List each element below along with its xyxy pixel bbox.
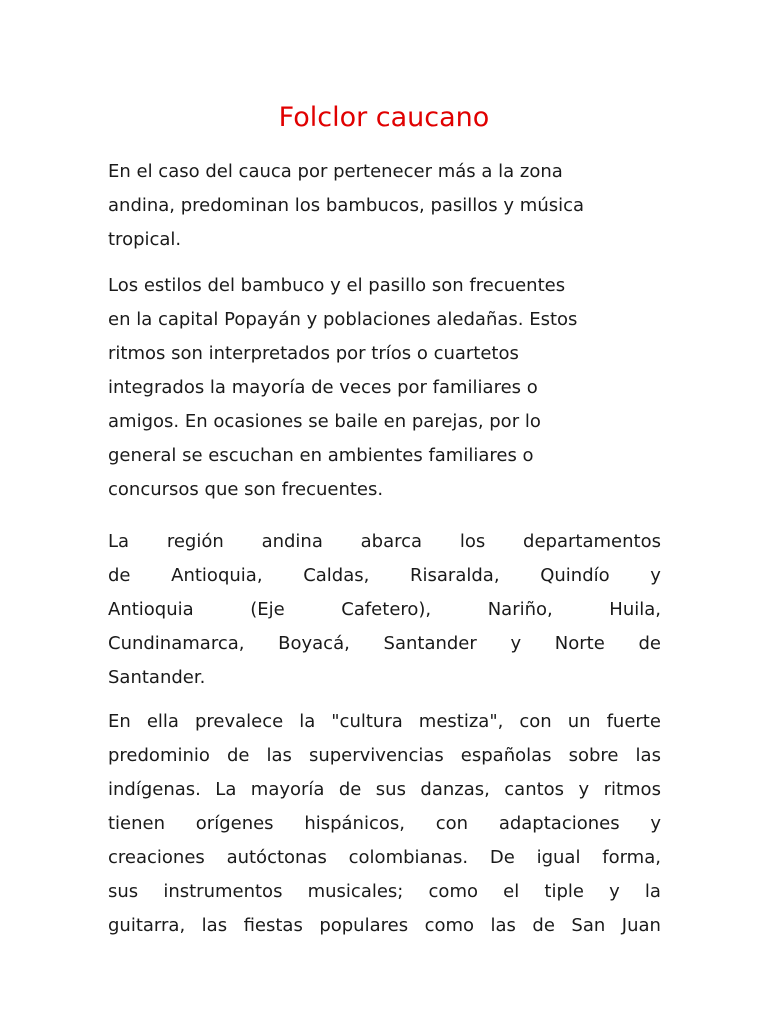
text-word: españolas: [460, 745, 552, 766]
text-line: [108, 841, 661, 875]
text-word: fuerte: [606, 711, 661, 732]
text-word: sus: [108, 881, 139, 902]
text-word: San: [571, 915, 606, 936]
text-line: concursos que son frecuentes.: [108, 479, 384, 500]
text-word: Antioquia: [108, 599, 194, 620]
text-word: Cafetero),: [341, 599, 432, 620]
text-word: danzas,: [420, 779, 490, 800]
text-line: [108, 875, 661, 909]
text-word: Nariño,: [487, 599, 553, 620]
text-word: andina: [261, 531, 323, 552]
text-word: hispánicos,: [304, 813, 405, 834]
text-word: Huila,: [609, 599, 661, 620]
text-word: tienen: [108, 813, 166, 834]
text-word: el: [503, 881, 520, 902]
text-word: indígenas.: [108, 779, 201, 800]
text-line: [108, 773, 661, 807]
text-word: En: [108, 711, 131, 732]
text-word: Juan: [621, 915, 661, 936]
text-word: guitarra,: [108, 915, 186, 936]
text-word: colombianas.: [348, 847, 469, 868]
text-word: y: [578, 779, 590, 800]
text-word: ella: [146, 711, 179, 732]
text-word: igual: [536, 847, 581, 868]
text-line: [108, 739, 661, 773]
text-word: de: [226, 745, 250, 766]
text-word: ritmos: [603, 779, 661, 800]
text-line: amigos. En ocasiones se baile en parejas, por lo: [108, 411, 541, 432]
text-line: andina, predominan los bambucos, pasillos y música: [108, 195, 585, 216]
text-word: con: [519, 711, 552, 732]
text-word: sus: [375, 779, 406, 800]
text-word: La: [108, 531, 130, 552]
text-word: (Eje: [250, 599, 285, 620]
text-word: fiestas: [243, 915, 303, 936]
text-line: [108, 525, 661, 559]
text-line: Los estilos del bambuco y el pasillo son frecuentes: [108, 275, 566, 296]
text-line: en la capital Popayán y poblaciones aledañas. Estos: [108, 309, 578, 330]
text-line: integrados la mayoría de veces por familiares o: [108, 377, 538, 398]
text-line: [108, 627, 661, 661]
text-line: Santander.: [108, 667, 206, 688]
text-word: Boyacá,: [278, 633, 350, 654]
text-line: [108, 593, 661, 627]
text-word: Santander: [383, 633, 477, 654]
text-word: y: [650, 565, 661, 586]
text-word: cantos: [504, 779, 565, 800]
text-word: abarca: [360, 531, 423, 552]
text-word: como: [428, 881, 478, 902]
text-word: prevalece: [194, 711, 284, 732]
text-word: de: [638, 633, 661, 654]
text-word: mestiza",: [418, 711, 504, 732]
text-line: [108, 909, 661, 943]
text-word: mayoría: [250, 779, 325, 800]
text-word: departamentos: [523, 531, 661, 552]
text-word: las: [266, 745, 292, 766]
text-word: La: [215, 779, 237, 800]
paragraph-4: [108, 705, 661, 943]
text-word: tiple: [544, 881, 584, 902]
text-word: "cultura: [331, 711, 403, 732]
text-word: Antioquia,: [171, 565, 263, 586]
text-line: ritmos son interpretados por tríos o cuartetos: [108, 343, 519, 364]
text-word: sobre: [568, 745, 619, 766]
text-line: [108, 559, 661, 593]
text-word: y: [510, 633, 522, 654]
text-line: [108, 705, 661, 739]
paragraph-3: [108, 525, 661, 695]
text-line: general se escuchan en ambientes familiares o: [108, 445, 534, 466]
paragraph-1: [108, 155, 661, 257]
text-word: autóctonas: [226, 847, 327, 868]
text-word: de: [532, 915, 555, 936]
text-word: De: [489, 847, 515, 868]
paragraph-2: [108, 269, 661, 507]
text-line: [108, 807, 661, 841]
text-word: los: [459, 531, 486, 552]
text-word: creaciones: [108, 847, 205, 868]
text-word: predominio: [108, 745, 210, 766]
text-word: adaptaciones: [498, 813, 620, 834]
document-title: Folclor caucano: [278, 102, 490, 133]
text-word: forma,: [602, 847, 661, 868]
text-word: supervivencias: [308, 745, 444, 766]
text-line: En el caso del cauca por pertenecer más a la zona: [108, 161, 563, 182]
text-word: de: [338, 779, 362, 800]
text-word: las: [201, 915, 228, 936]
text-word: musicales;: [307, 881, 404, 902]
text-word: región: [166, 531, 224, 552]
text-word: y: [650, 813, 661, 834]
text-word: orígenes: [195, 813, 274, 834]
text-word: la: [644, 881, 661, 902]
text-word: con: [435, 813, 469, 834]
text-word: Norte: [554, 633, 605, 654]
text-word: instrumentos: [163, 881, 283, 902]
text-word: Quindío: [540, 565, 610, 586]
text-word: Cundinamarca,: [108, 633, 245, 654]
text-word: populares: [319, 915, 409, 936]
text-word: y: [609, 881, 620, 902]
text-word: Caldas,: [303, 565, 370, 586]
text-word: un: [567, 711, 591, 732]
text-word: Risaralda,: [410, 565, 500, 586]
text-word: como: [424, 915, 475, 936]
text-word: las: [490, 915, 516, 936]
text-word: la: [299, 711, 316, 732]
text-word: de: [108, 565, 131, 586]
text-line: tropical.: [108, 229, 182, 250]
text-word: las: [635, 745, 661, 766]
